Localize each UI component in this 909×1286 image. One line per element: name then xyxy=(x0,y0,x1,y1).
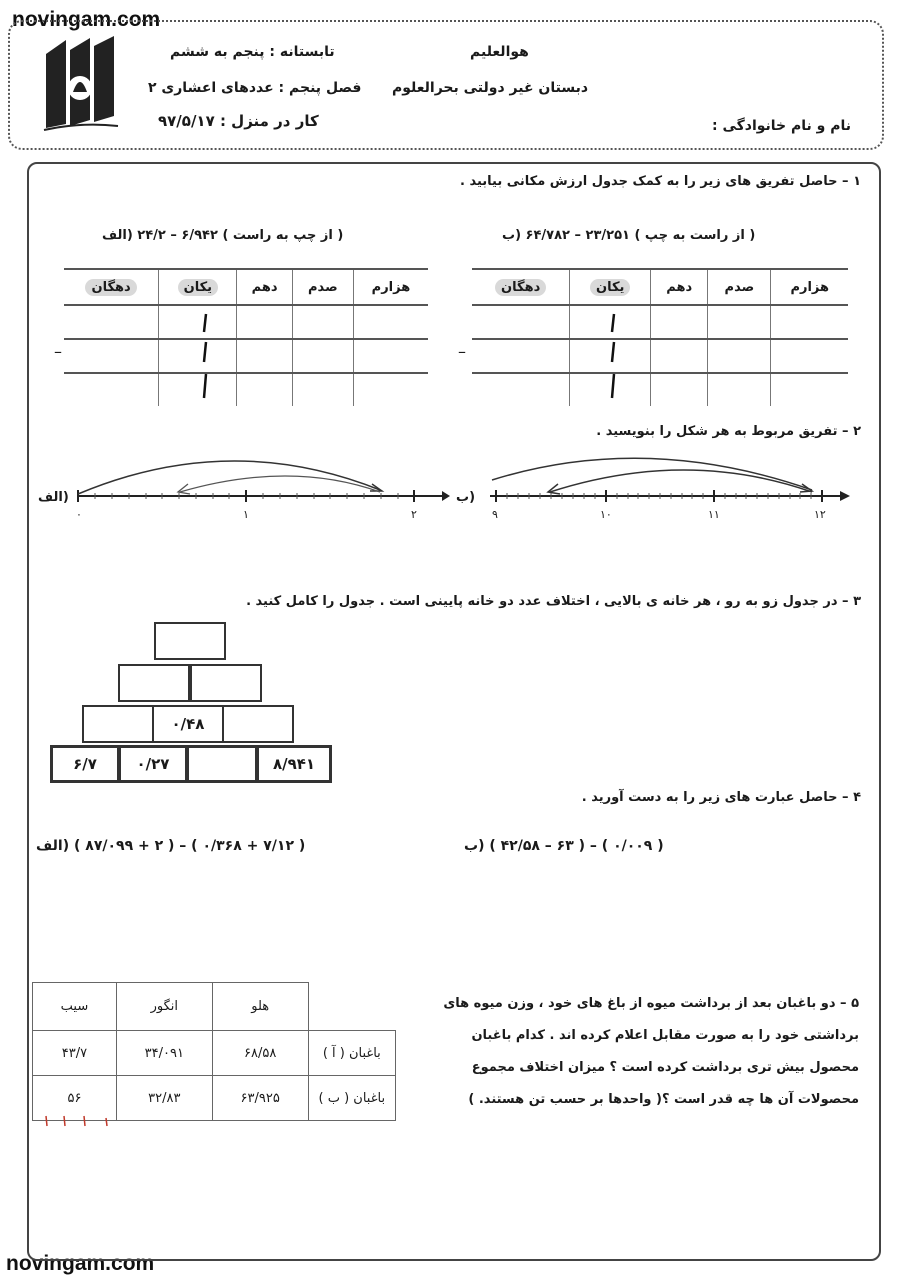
q5-text: ۵ – دو باغبان بعد از برداشت میوه از باغ های خود ، وزن میوه های برداشتی خود را به صورت مقابل اعلام کرده اند . کدام باغبان محصول بیش تری برداشت کرده است ؟ میزان اختلاف مجموع محصولات آن ها چه قدر است ؟( واحدها بر حسب تن هستند. ) xyxy=(443,996,859,1107)
col-hundredths: صدم xyxy=(708,269,771,305)
pyramid-cell-bottom: ۶/۷ xyxy=(50,745,120,783)
header-title: هوالعلیم xyxy=(470,44,529,60)
q1-b-label: ( از راست به چپ ) ۲۳/۲۵۱ – ۶۴/۷۸۲ (ب xyxy=(502,228,756,243)
header-chapter: فصل پنجم : عددهای اعشاری ۲ xyxy=(148,80,362,96)
q1-a-label: ( از چپ به راست ) ۶/۹۴۲ – ۲۴/۲ (الف xyxy=(102,228,344,243)
table-header-apple: سیب xyxy=(33,983,117,1031)
tick-label: ۲ xyxy=(411,508,417,521)
col-tens: دهگان xyxy=(64,269,159,305)
table-cell: ۳۴/۰۹۱ xyxy=(116,1031,212,1076)
gardener-a-label: باغبان ( آ ) xyxy=(308,1031,395,1076)
pyramid-cell-bottom: ۰/۲۷ xyxy=(118,745,188,783)
pyramid-cell[interactable] xyxy=(190,664,262,702)
pyramid-cell-bottom[interactable] xyxy=(186,745,258,783)
col-thousandths: هزارم xyxy=(771,269,848,305)
q4-text: ۴ – حاصل عبارت های زیر را به دست آورید . xyxy=(581,790,861,805)
pyramid-cell-top[interactable] xyxy=(154,622,226,660)
col-tenths: دهم xyxy=(651,269,708,305)
col-tenths: دهم xyxy=(237,269,292,305)
tick-label: ۰ xyxy=(76,508,82,521)
tick-label: ۱ xyxy=(243,508,249,521)
tick-label: ۹ xyxy=(492,508,498,521)
table-cell: ۴۳/۷ xyxy=(33,1031,117,1076)
pyramid-cell: ۰/۴۸ xyxy=(152,705,224,743)
q1-a-minus: – xyxy=(54,342,62,361)
tick-label: ۱۰ xyxy=(600,508,612,521)
table-header-peach: هلو xyxy=(212,983,308,1031)
q2-a-label: (الف xyxy=(38,490,69,505)
q1-b-minus: – xyxy=(458,342,466,361)
table-row xyxy=(33,1031,396,1076)
number-line-b xyxy=(486,440,852,530)
pen-marks xyxy=(40,1114,120,1128)
watermark-bottom: novingam.com xyxy=(6,1252,155,1275)
col-ones: یکان xyxy=(159,269,237,305)
q2-b-label: (ب xyxy=(456,490,476,505)
pyramid-cell[interactable] xyxy=(118,664,190,702)
pyramid-cell[interactable] xyxy=(222,705,294,743)
place-value-table-b xyxy=(472,268,848,406)
pyramid-cell-bottom: ۸/۹۴۱ xyxy=(256,745,332,783)
header-term: تابستانه : پنجم به ششم xyxy=(170,44,335,60)
harvest-table xyxy=(32,982,396,1121)
col-thousandths: هزارم xyxy=(353,269,428,305)
q4-b-expression: ( ۰/۰۰۹ ) – ( ۶۳ – ۴۲/۵۸ ) (ب xyxy=(464,838,664,854)
table-header-empty xyxy=(308,983,395,1031)
pyramid-cell[interactable] xyxy=(82,705,154,743)
table-cell: ۶۸/۵۸ xyxy=(212,1031,308,1076)
decimal-point-mark-a xyxy=(198,312,212,402)
col-hundredths: صدم xyxy=(292,269,353,305)
tick-label: ۱۲ xyxy=(814,508,826,521)
tick-label: ۱۱ xyxy=(708,508,720,521)
q2-text: ۲ – تفریق مربوط به هر شکل را بنویسید . xyxy=(596,424,861,439)
q1-text: ۱ – حاصل تفریق های زیر را به کمک جدول ارزش مکانی بیابید . xyxy=(460,174,861,189)
decimal-point-mark-b xyxy=(606,312,620,402)
table-cell: ۳۲/۸۳ xyxy=(116,1076,212,1121)
school-logo xyxy=(40,36,122,132)
gardener-b-label: باغبان ( ب ) xyxy=(308,1076,395,1121)
watermark-top: novingam.com xyxy=(12,8,161,31)
table-cell: ۵۶ xyxy=(33,1076,117,1121)
place-value-table-a xyxy=(64,268,428,406)
table-cell: ۶۳/۹۲۵ xyxy=(212,1076,308,1121)
header-name-label: نام و نام خانوادگی : xyxy=(712,118,852,134)
col-tens: دهگان xyxy=(472,269,570,305)
number-line-a xyxy=(70,440,450,530)
q4-a-expression: ( ۷/۱۲ + ۰/۳۶۸ ) – ( ۲ + ۸۷/۰۹۹ ) (الف xyxy=(36,838,306,854)
col-ones: یکان xyxy=(570,269,651,305)
q3-text: ۳ – در جدول زو به رو ، هر خانه ی بالایی ، اختلاف عدد دو خانه پایینی است . جدول را کامل کنید . xyxy=(246,594,861,609)
header-homework: کار در منزل : ۹۷/۵/۱۷ xyxy=(158,112,319,130)
header-school: دبستان غیر دولتی بحرالعلوم xyxy=(392,80,589,96)
table-header-grape: انگور xyxy=(116,983,212,1031)
